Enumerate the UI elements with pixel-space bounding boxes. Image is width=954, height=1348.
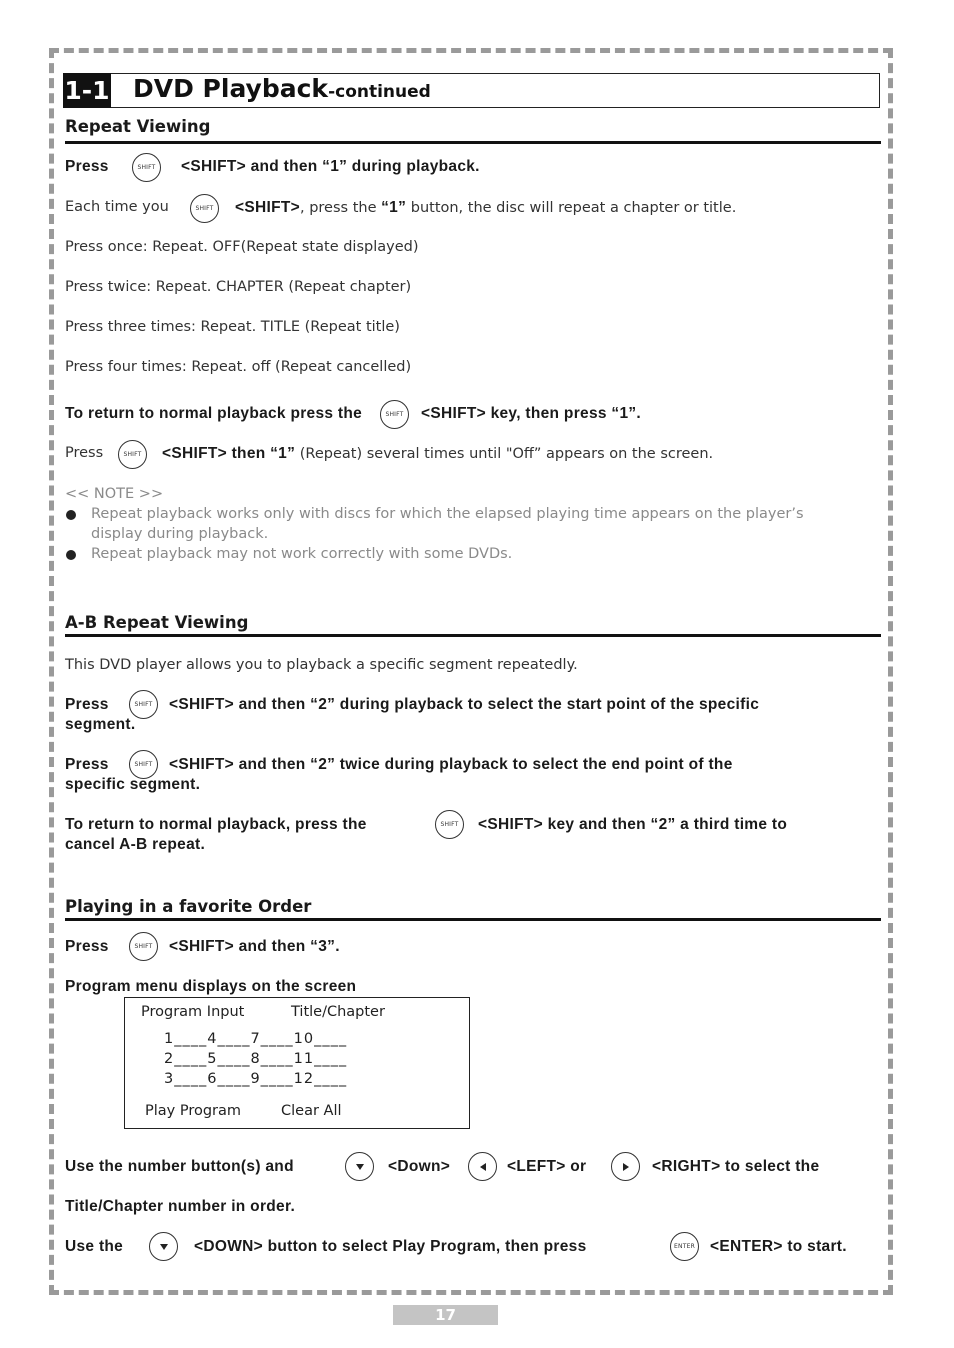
left-arrow-button-icon <box>468 1152 497 1181</box>
menu-clear-all: Clear All <box>281 1103 342 1119</box>
heading-favorite-order: Playing in a favorite Order <box>65 897 312 916</box>
text: Press <box>65 158 109 175</box>
down-arrow-button-icon <box>149 1232 178 1261</box>
text: Press four times: Repeat. off (Repeat cancelled) <box>65 359 412 375</box>
shift-button-icon: SHIFT <box>132 153 161 182</box>
text: <SHIFT> then “1” (Repeat) several times until "Off” appears on the screen. <box>162 445 714 462</box>
text: Press twice: Repeat. CHAPTER (Repeat chapter) <box>65 279 412 295</box>
heading-rule <box>65 634 881 637</box>
text: To return to normal playback press the <box>65 405 363 422</box>
text: Press <box>65 696 109 713</box>
bullet-icon <box>66 510 76 520</box>
menu-col-program-input: Program Input <box>141 1004 245 1020</box>
text: Use the number button(s) and <box>65 1158 294 1175</box>
text: <Down> <box>388 1158 451 1175</box>
shift-button-icon: SHIFT <box>129 932 158 961</box>
text: <SHIFT> and then “1” during playback. <box>181 158 480 175</box>
text: <SHIFT> key, then press “1”. <box>421 405 642 422</box>
text: <SHIFT> and then “2” twice during playback to select the end point of the <box>169 756 733 773</box>
text: Use the <box>65 1238 124 1255</box>
text: <SHIFT> and then “2” during playback to select the start point of the specific <box>169 696 760 713</box>
text: cancel A-B repeat. <box>65 836 206 853</box>
down-arrow-button-icon <box>345 1152 374 1181</box>
note-title: << NOTE >> <box>65 486 164 502</box>
heading-repeat-viewing: Repeat Viewing <box>65 117 211 136</box>
text: segment. <box>65 716 136 733</box>
text: <LEFT> or <box>507 1158 587 1175</box>
text: <DOWN> button to select Play Program, then press <box>194 1238 587 1255</box>
note-item: Repeat playback may not work correctly with some DVDs. <box>91 546 513 562</box>
text: Title/Chapter number in order. <box>65 1198 296 1215</box>
menu-row: 2____5____8____11____ <box>164 1051 348 1067</box>
text: Press <box>65 938 109 955</box>
note-item: display during playback. <box>91 526 269 542</box>
heading-rule <box>65 141 881 144</box>
menu-col-title-chapter: Title/Chapter <box>291 1004 385 1020</box>
heading-ab-repeat: A-B Repeat Viewing <box>65 613 249 632</box>
enter-button-icon: ENTER <box>670 1232 699 1261</box>
menu-row: 3____6____9____12____ <box>164 1071 348 1087</box>
text: Each time you <box>65 199 169 215</box>
page-number: 17 <box>393 1305 498 1325</box>
text: Press <box>65 756 109 773</box>
text: <RIGHT> to select the <box>652 1158 820 1175</box>
shift-button-icon: SHIFT <box>190 194 219 223</box>
shift-button-icon: SHIFT <box>129 750 158 779</box>
shift-button-icon: SHIFT <box>129 690 158 719</box>
title-text: DVD Playback <box>133 74 329 103</box>
heading-rule <box>65 918 881 921</box>
text: This DVD player allows you to playback a specific segment repeatedly. <box>65 657 578 673</box>
shift-button-icon: SHIFT <box>435 810 464 839</box>
text: <ENTER> to start. <box>710 1238 847 1255</box>
text: <SHIFT> and then “3”. <box>169 938 340 955</box>
text: <SHIFT>, press the “1” button, the disc will repeat a chapter or title. <box>235 199 737 216</box>
page-title <box>133 74 431 103</box>
text: specific segment. <box>65 776 201 793</box>
text: Press once: Repeat. OFF(Repeat state displayed) <box>65 239 419 255</box>
text: Press <box>65 445 104 461</box>
section-number: 1-1 <box>63 73 111 108</box>
text: <SHIFT> key and then “2” a third time to <box>478 816 788 833</box>
text: Press three times: Repeat. TITLE (Repeat title) <box>65 319 400 335</box>
title-suffix: -continued <box>328 82 431 102</box>
shift-button-icon: SHIFT <box>380 400 409 429</box>
menu-play-program: Play Program <box>145 1103 242 1119</box>
note-item: Repeat playback works only with discs for which the elapsed playing time appears on the player’s <box>91 506 804 522</box>
shift-button-icon: SHIFT <box>118 440 147 469</box>
text: Program menu displays on the screen <box>65 978 357 995</box>
bullet-icon <box>66 550 76 560</box>
text: To return to normal playback, press the <box>65 816 367 833</box>
menu-row: 1____4____7____10____ <box>164 1031 348 1047</box>
right-arrow-button-icon <box>611 1152 640 1181</box>
